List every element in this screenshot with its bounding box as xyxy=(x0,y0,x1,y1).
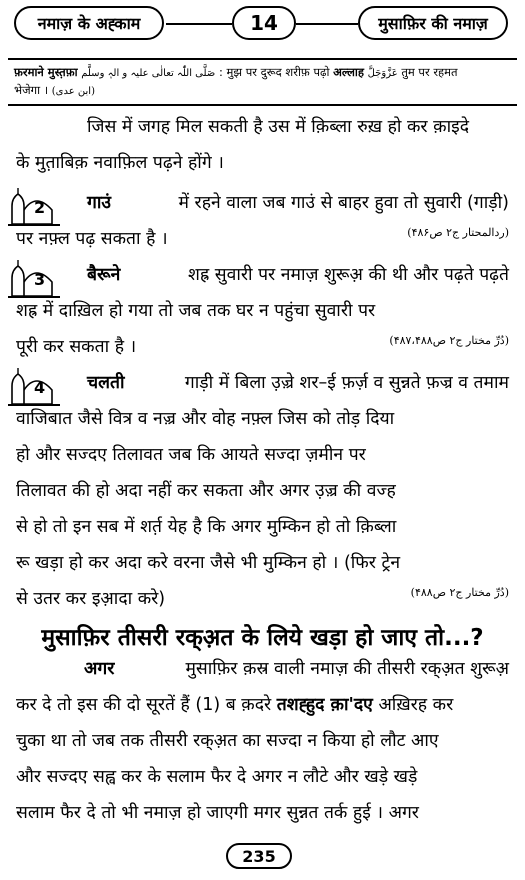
rule-2-number: 2 xyxy=(34,198,46,217)
text: मुसाफ़िर क़स्र वाली नमाज़ की तीसरी रक्अ़त शुरूअ़ xyxy=(185,659,509,679)
intro-line-2 xyxy=(16,150,509,174)
farman-allah: अल्लाह xyxy=(333,65,364,79)
chapter-title: मुसाफ़िर की नमाज़ xyxy=(358,6,508,40)
farman-bottom-rule xyxy=(8,104,517,106)
text: पूरी कर सकता है । xyxy=(16,337,137,357)
para-line-3 xyxy=(16,728,509,752)
rule-4-ref: (دُرِّ مختار ج۲ ص۴۸۸) xyxy=(410,586,509,599)
farman-text-2: तुम पर रहमत xyxy=(401,65,458,79)
rule-4-line-5 xyxy=(16,514,509,538)
para-line-5 xyxy=(16,800,509,824)
farman-box xyxy=(14,64,511,100)
text: जिस में जगह मिल सकती है उस में क़िब्ला रुख़ हो कर क़ाइदे xyxy=(87,117,470,137)
rule-4-line-7 xyxy=(16,586,509,610)
text: गाड़ी में बिला उ़ज़्रे शर–ई फ़र्ज़ व सुन्नते फ़ज्र व तमाम xyxy=(184,373,509,393)
para-line-1 xyxy=(16,656,509,680)
rule-3-number: 3 xyxy=(34,270,46,289)
rule-4-line-3 xyxy=(16,442,509,466)
para-line-2 xyxy=(16,692,509,716)
rule-2-line-2 xyxy=(16,226,509,250)
rule-4-number: 4 xyxy=(34,378,46,397)
para-lead: अगर xyxy=(84,659,115,679)
section-heading: मुसाफ़िर तीसरी रक्अ़त के लिये खड़ा हो जाए तो...? xyxy=(41,625,484,651)
text: शह्र सुवारी पर नमाज़ शुरूअ़ की थी और पढ़ते पढ़ते xyxy=(188,265,509,285)
text: पर नफ़्ल पढ़ सकता है । xyxy=(16,229,168,249)
rule-3-line-2 xyxy=(16,298,509,322)
rule-3-line-3 xyxy=(16,334,509,358)
text: तशह्हुद क़ा'दए xyxy=(276,695,373,715)
text: कर दे तो इस की दो सूरतें हैं (1) ब क़दरे xyxy=(16,695,272,715)
text: अख़िरह कर xyxy=(378,695,454,715)
farman-text-1: : मुझ पर दुरूद शरीफ़ पढ़ो xyxy=(218,65,330,79)
farman-top-rule xyxy=(8,58,517,60)
text: वाजिबात जैसे वित्र व नज़्र और वोह नफ़्ल जिस को तोड़ दिया xyxy=(16,409,395,429)
farman-label: फ़रमाने मुस्त़फ़ा xyxy=(14,65,78,79)
arabic-salutation: صَلَّی اللّٰہ تعالٰی علیہ و الہٖ وسلَّم xyxy=(81,68,216,79)
rule-4-line-4 xyxy=(16,478,509,502)
page-number-top: 14 xyxy=(232,6,296,40)
rule-2-ref: (ردالمحتار ج۲ ص۴۸۶) xyxy=(407,226,509,239)
book-title: नमाज़ के अह्काम xyxy=(14,6,164,40)
text: सलाम फैर दे तो भी नमाज़ हो जाएगी मगर सुन्नत तर्क हुई । अगर xyxy=(16,803,419,823)
header-rule-right xyxy=(296,23,358,25)
text: हो और सज्दए तिलावत जब कि आयते सज्दा ज़मीन पर xyxy=(16,445,366,465)
farman-line-1 xyxy=(14,64,511,82)
text: चुका था तो जब तक तीसरी रक्अ़त का सज्दा न किया हो लौट आए xyxy=(16,731,439,751)
rule-4-line-2 xyxy=(16,406,509,430)
rule-3-ref: (دُرِّ مختار ج۲ ص۴۸۷،۴۸۸) xyxy=(389,334,509,347)
text: में रहने वाला जब गाउं से बाहर हुवा तो सुवारी (गाड़ी) xyxy=(178,193,509,213)
text: तिलावत की हो अदा नहीं कर सकता और अगर उ़ज़्र की वज्ह xyxy=(16,481,396,501)
intro-line-1 xyxy=(16,114,509,138)
farman-text-3: भेजेगा । xyxy=(14,83,49,97)
rule-3-lead: बैरूने xyxy=(87,265,121,285)
rule-4-lead: चलती xyxy=(87,373,125,393)
farman-source: (ابن عدی) xyxy=(51,86,95,97)
rule-4-line-1 xyxy=(16,370,509,394)
rule-3-line-1 xyxy=(16,262,509,286)
header-rule-left xyxy=(166,23,232,25)
text: से हो तो इन सब में शर्त़ येह है कि अगर मुम्किन हो तो क़िब्ला xyxy=(16,517,397,537)
text: रू खड़ा हो कर अदा करे वरना जैसे भी मुम्किन हो । (फिर ट्रेन xyxy=(16,553,401,573)
rule-4-line-6 xyxy=(16,550,509,574)
text: से उतर कर इआ़दा करे) xyxy=(16,589,166,609)
arabic-azza: عَزَّوَجَلَّ xyxy=(367,68,398,79)
text: शह्र में दाख़िल हो गया तो जब तक घर न पहुंचा सुवारी पर xyxy=(16,301,376,321)
text: के मुत़ाबिक़ नवाफ़िल पढ़ने होंगे । xyxy=(16,153,224,173)
page-number-bottom: 235 xyxy=(226,843,292,869)
para-line-4 xyxy=(16,764,509,788)
rule-2-lead: गाउं xyxy=(87,193,111,213)
rule-2-line-1 xyxy=(16,190,509,214)
text: और सज्दए सह्व कर के सलाम फैर दे अगर न लौटे और खड़े खड़े xyxy=(16,767,418,787)
farman-line-2 xyxy=(14,82,511,100)
